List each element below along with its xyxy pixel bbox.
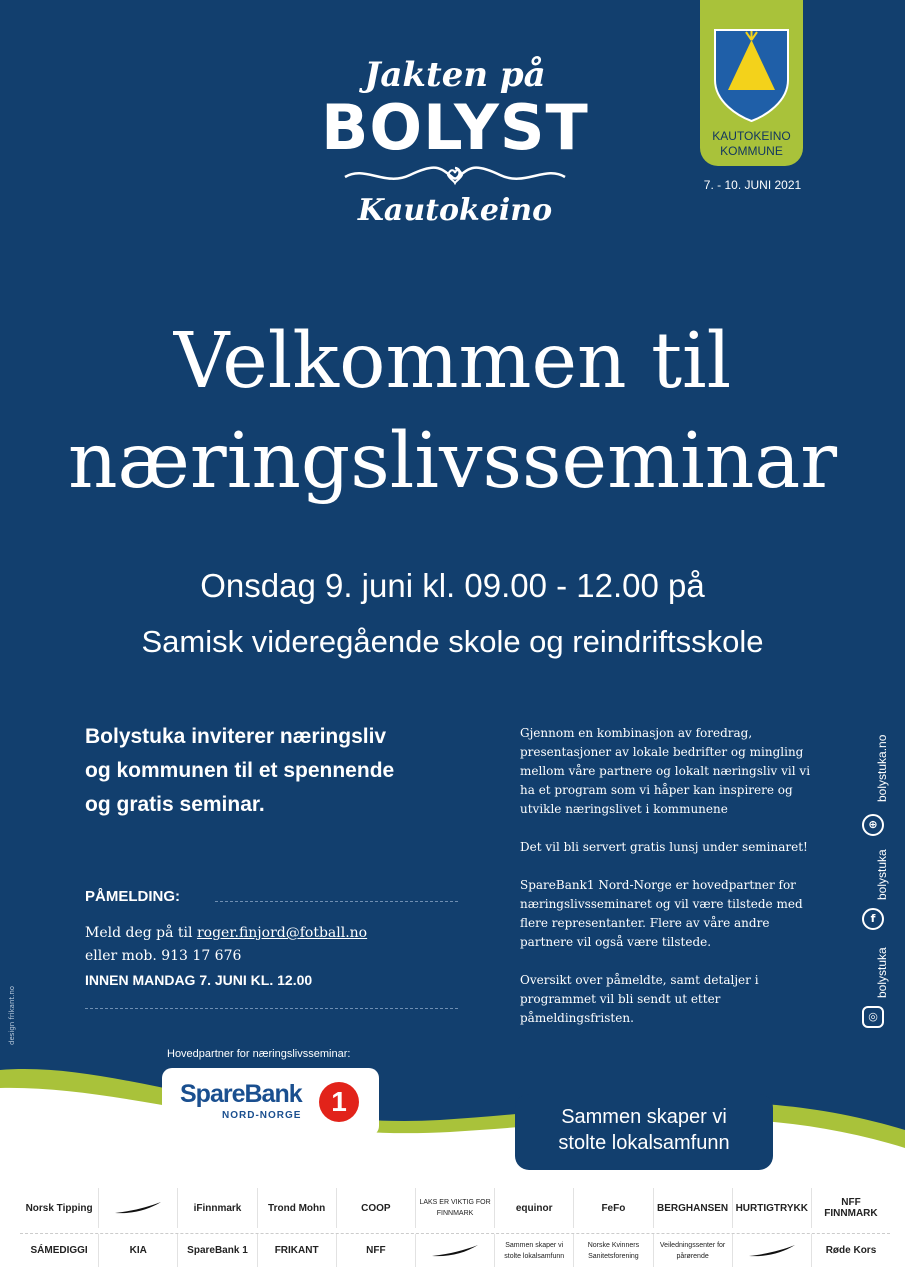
logo-title: BOLYST (321, 91, 589, 164)
logo-line3: Kautokeino (357, 193, 553, 228)
event-description: Gjennom en kombinasjon av foredrag, presentasjoner av lokale bedrifter og mingling mellom våre partnere og lokalt næringsliv vil vi ha et program som vi håper kan inspirere og utvikle næringslivet i kommunene Det vil bli servert gratis lunsj under seminaret! SpareBank1 Nord-Norge er hovedpartner for næringslivsseminaret og vil være tilstede med flere representanter. Flere av våre andre partnere vil også være tilstede. Oversikt over påmeldte, samt detaljer i programmet vil bli sendt ut etter påmeldingsfristen. (520, 726, 811, 1025)
event-location: Samisk videregående skole og reindriftsskole (141, 624, 764, 659)
globe-icon: ⊕ (862, 814, 884, 836)
sponsor-logo: SÁMEDIGGI (20, 1234, 99, 1267)
sponsor-logo: KIA (99, 1234, 178, 1267)
headline-line2: næringslivsseminar (67, 417, 838, 506)
sponsor-strip (0, 1180, 905, 1280)
main-partner-logo (162, 1068, 379, 1136)
sponsor-row (20, 1188, 890, 1228)
sponsor-logo: Røde Kors (825, 1245, 877, 1256)
sponsor-logo: iFinnmark (178, 1188, 257, 1228)
partner-label: Hovedpartner for næringslivsseminar: (167, 1048, 351, 1060)
sponsor-logo: equinor (495, 1188, 574, 1228)
sponsor-logo: LAKS ER VIKTIG FOR FINNMARK (416, 1188, 495, 1228)
sponsor-logo: BERGHANSEN (654, 1188, 733, 1228)
event-date: 7. - 10. JUNI 2021 (703, 178, 802, 192)
facebook-icon: f (862, 908, 884, 930)
logo-line1: Jakten på (364, 55, 546, 95)
invite-text: Bolystuka inviterer næringsliv og kommunen til et spennende og gratis seminar. (85, 725, 395, 816)
sponsor-logo: Trond Mohn (258, 1188, 337, 1228)
design-credit: design frikant.no (8, 985, 16, 1045)
signup-heading: PÅMELDING: (85, 888, 180, 905)
facebook-link[interactable]: bolystuka (875, 849, 889, 900)
sponsor-logo: Sammen skaper vi stolte lokalsamfunn (495, 1234, 574, 1267)
municipality-name: KAUTOKEINO KOMMUNE (712, 129, 791, 158)
divider (215, 901, 458, 902)
sponsor-logo: SpareBank 1 (178, 1234, 257, 1267)
logo-swirl-ornament (340, 163, 570, 189)
partner-region: NORD-NORGE (222, 1110, 302, 1121)
signup-deadline: INNEN MANDAG 7. JUNI KL. 12.00 (85, 972, 313, 988)
sponsor-logo: COOP (337, 1188, 416, 1228)
sponsor-logo (733, 1234, 812, 1267)
sponsor-logo: Veiledningssenter for pårørende (654, 1234, 733, 1267)
social-links (855, 730, 895, 1030)
slogan-box: Sammen skaper vi stolte lokalsamfunn (515, 1094, 773, 1170)
divider (85, 1008, 458, 1009)
sponsor-row (20, 1233, 890, 1267)
headline (0, 312, 905, 512)
event-logo (300, 55, 610, 229)
partner-number-badge: 1 (319, 1082, 359, 1122)
sponsor-logo: NFF (337, 1234, 416, 1267)
partner-name: SpareBank (180, 1080, 302, 1108)
signup-email-link[interactable]: roger.finjord@fotball.no (196, 925, 368, 941)
sponsor-logo (416, 1234, 495, 1267)
event-time: Onsdag 9. juni kl. 09.00 - 12.00 på (200, 567, 705, 604)
sponsor-logo: FeFo (574, 1188, 653, 1228)
coat-of-arms-icon (713, 28, 790, 122)
sponsor-logo: Norsk Tipping (20, 1188, 99, 1228)
sponsor-logo: HURTIGTRYKK (733, 1188, 812, 1228)
instagram-link[interactable]: bolystuka (875, 947, 889, 998)
headline-line1: Velkommen til (173, 317, 732, 406)
sponsor-logo: NFF FINNMARK (824, 1197, 878, 1219)
website-link[interactable]: bolystuka.no (875, 734, 889, 802)
signup-info: Meld deg på til roger.finjord@fotball.no eller mob. 913 17 676 (85, 925, 368, 964)
sponsor-logo: FRIKANT (258, 1234, 337, 1267)
sponsor-logo (99, 1188, 178, 1228)
municipality-crest (700, 0, 803, 166)
sponsor-logo: Norske Kvinners Sanitetsforening (574, 1234, 653, 1267)
instagram-icon: ◎ (862, 1006, 884, 1028)
